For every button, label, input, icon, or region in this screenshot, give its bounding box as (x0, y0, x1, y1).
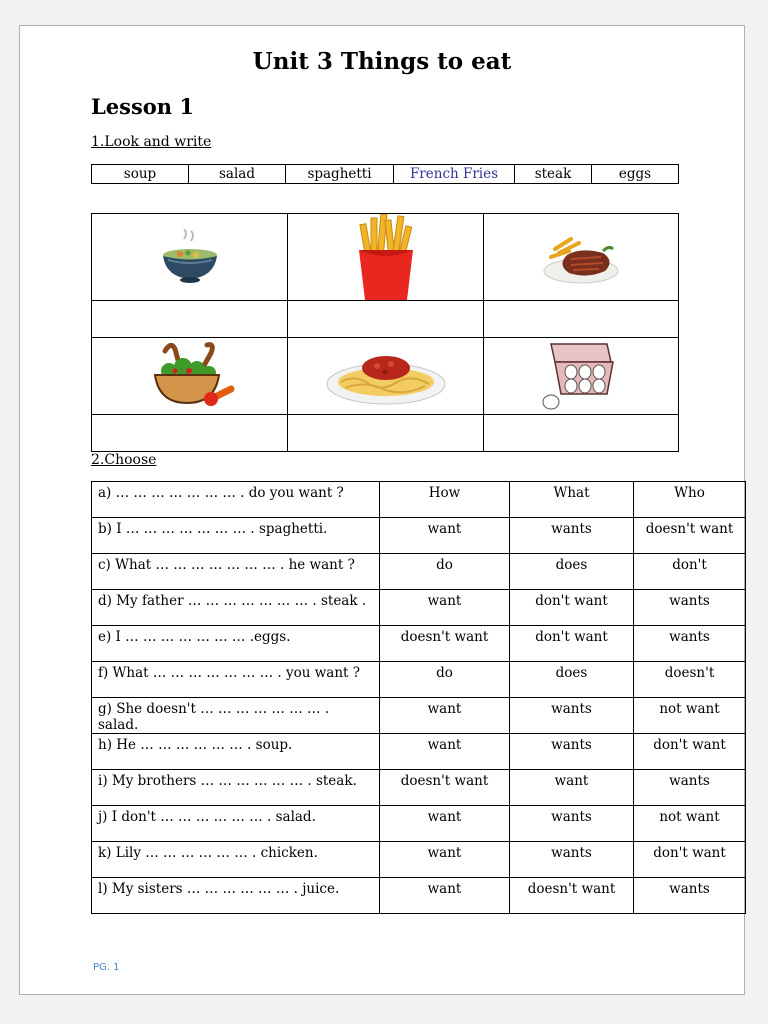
answer-cell[interactable] (92, 301, 288, 338)
question-sentence: e) I … … … … … … … .eggs. (92, 626, 380, 662)
choose-table (91, 481, 746, 914)
picture-cell (484, 338, 679, 415)
answer-cell[interactable] (484, 415, 679, 452)
answer-option[interactable]: wants (510, 698, 634, 734)
steak-icon (541, 227, 621, 287)
answer-option[interactable]: want (380, 842, 510, 878)
question-sentence: k) Lily … … … … … … . chicken. (92, 842, 380, 878)
answer-option[interactable]: wants (510, 806, 634, 842)
question-row (92, 518, 746, 554)
answer-option[interactable]: does (510, 554, 634, 590)
lesson-heading: Lesson 1 (91, 94, 194, 119)
word-bank (91, 164, 679, 184)
answer-option[interactable]: Who (634, 482, 746, 518)
question-sentence: j) I don't … … … … … … . salad. (92, 806, 380, 842)
answer-option[interactable]: How (380, 482, 510, 518)
picture-cell (92, 338, 288, 415)
french-fries-icon (355, 214, 417, 300)
answer-option[interactable]: wants (510, 518, 634, 554)
question-row (92, 662, 746, 698)
question-row (92, 842, 746, 878)
page-number: PG. 1 (93, 962, 120, 973)
picture-cell (288, 214, 484, 301)
answer-option[interactable]: want (380, 806, 510, 842)
answer-option[interactable]: wants (634, 878, 746, 914)
answer-option[interactable]: not want (634, 806, 746, 842)
worksheet-page (19, 25, 745, 995)
answer-option[interactable]: do (380, 662, 510, 698)
question-row (92, 878, 746, 914)
salad-bowl-icon (145, 341, 235, 411)
picture-cell (484, 214, 679, 301)
answer-option[interactable]: don't want (634, 842, 746, 878)
question-sentence: b) I … … … … … … … . spaghetti. (92, 518, 380, 554)
question-sentence: i) My brothers … … … … … … . steak. (92, 770, 380, 806)
soup-bowl-icon (158, 229, 222, 285)
question-row (92, 734, 746, 770)
answer-option[interactable]: wants (510, 842, 634, 878)
answer-option[interactable]: wants (510, 734, 634, 770)
question-sentence: l) My sisters … … … … … … . juice. (92, 878, 380, 914)
answer-cell[interactable] (288, 415, 484, 452)
page-title: Unit 3 Things to eat (252, 48, 512, 75)
answer-option[interactable]: wants (634, 770, 746, 806)
word-eggs: eggs (592, 165, 679, 184)
section2-heading: 2.Choose (91, 452, 157, 468)
answer-option[interactable]: want (380, 518, 510, 554)
answer-option[interactable]: don't want (634, 734, 746, 770)
word-french-fries: French Fries (394, 165, 515, 184)
question-sentence: c) What … … … … … … … . he want ? (92, 554, 380, 590)
answer-option[interactable]: want (380, 878, 510, 914)
word-steak: steak (515, 165, 592, 184)
answer-option[interactable]: wants (634, 590, 746, 626)
question-row (92, 554, 746, 590)
answer-option[interactable]: want (380, 734, 510, 770)
question-row (92, 806, 746, 842)
word-salad: salad (189, 165, 286, 184)
answer-option[interactable]: doesn't want (380, 626, 510, 662)
answer-option[interactable]: don't want (510, 590, 634, 626)
question-sentence: h) He … … … … … … . soup. (92, 734, 380, 770)
answer-option[interactable]: doesn't want (510, 878, 634, 914)
answer-option[interactable]: not want (634, 698, 746, 734)
question-row (92, 626, 746, 662)
answer-option[interactable]: doesn't (634, 662, 746, 698)
section1-heading: 1.Look and write (91, 134, 212, 150)
egg-carton-icon (541, 340, 621, 412)
word-soup: soup (92, 165, 189, 184)
answer-option[interactable]: doesn't want (634, 518, 746, 554)
question-row (92, 698, 746, 734)
question-sentence: f) What … … … … … … … . you want ? (92, 662, 380, 698)
picture-cell (92, 214, 288, 301)
word-spaghetti: spaghetti (286, 165, 394, 184)
picture-cell (288, 338, 484, 415)
question-row (92, 482, 746, 518)
question-row (92, 770, 746, 806)
answer-option[interactable]: want (380, 590, 510, 626)
answer-option[interactable]: want (510, 770, 634, 806)
answer-cell[interactable] (288, 301, 484, 338)
answer-option[interactable]: don't (634, 554, 746, 590)
answer-option[interactable]: don't want (510, 626, 634, 662)
picture-grid (91, 213, 679, 452)
spaghetti-plate-icon (325, 344, 447, 408)
question-sentence: d) My father … … … … … … … . steak . (92, 590, 380, 626)
answer-option[interactable]: wants (634, 626, 746, 662)
question-sentence: a) … … … … … … … . do you want ? (92, 482, 380, 518)
question-row (92, 590, 746, 626)
answer-option[interactable]: doesn't want (380, 770, 510, 806)
answer-cell[interactable] (484, 301, 679, 338)
answer-option[interactable]: want (380, 698, 510, 734)
answer-option[interactable]: does (510, 662, 634, 698)
answer-option[interactable]: What (510, 482, 634, 518)
question-sentence: g) She doesn't … … … … … … … . salad. (92, 698, 380, 734)
answer-cell[interactable] (92, 415, 288, 452)
answer-option[interactable]: do (380, 554, 510, 590)
